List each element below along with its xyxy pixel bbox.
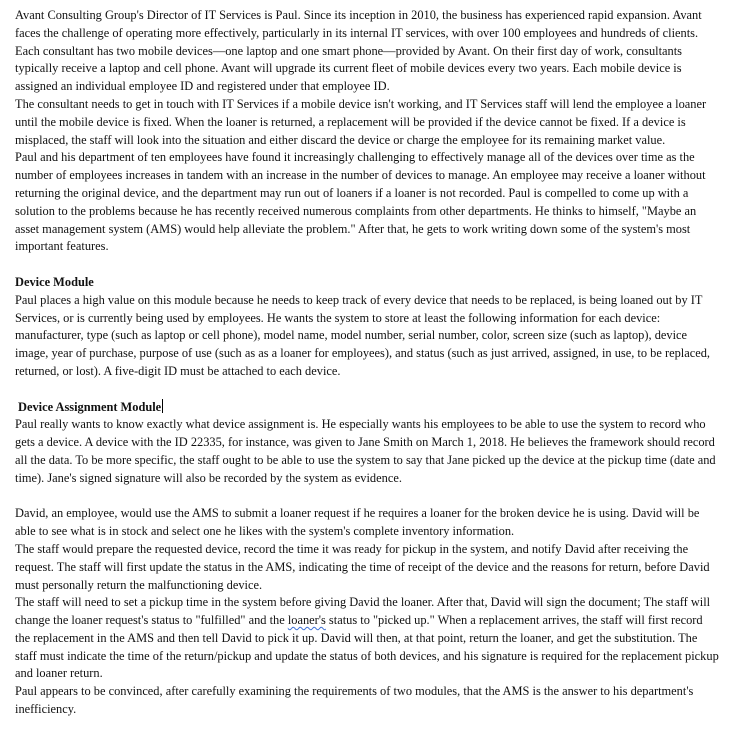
- intro-paragraph-2: Each consultant has two mobile devices—one laptop and one smart phone—provided by Avant. On their first day of work, consultants typically receive a laptop and cell phone. Avant will upgrade its current fleet of mobile devices every two years. Each mobile device is assigned an individual employee ID and registered under that employee ID.: [15, 43, 682, 94]
- intro-paragraph-1: Avant Consulting Group's Director of IT Services is Paul. Since its inception in 2010, the business has experienced rapid expansion. Avant faces the challenge of operating more effectively, particularly in its internal IT services, with over 100 employees and hundreds of clients.: [15, 8, 702, 40]
- intro-paragraph-3: The consultant needs to get in touch with IT Services if a mobile device isn't working, and IT Services staff will lend the employee a loaner until the mobile device is fixed. When the loaner is returned, a replacement will be provided if the device cannot be fixed. If a device is misplaced, the staff will look into the situation and either discard the device or charge the employee for its remaining market value.: [15, 96, 707, 147]
- loaner-paragraph-1: David, an employee, would use the AMS to submit a loaner request if he requires a loaner for the broken device he is using. David will be able to see what is in stock and select one he likes with the system's complete inventory information.: [15, 506, 700, 539]
- blank-line: [15, 256, 720, 274]
- intro-paragraph-4: Paul and his department of ten employees have found it increasingly challenging to effectively manage all of the devices over time as the number of employees increases in tandem with an increase in the number of devices to manage. An employee may receive a loaner without returning the original device, and the department may run out of loaners if a loaner is not recorded. Paul is compelled to come up with a solution to the problems because he has recently received numerous complaints from other departments. He thinks to himself, "Maybe an asset management system (AMS) would help alleviate the problem." After that, he gets to work writing down some of the system's most important features.: [15, 150, 706, 254]
- blank-line: [15, 488, 720, 506]
- loaner-paragraph-3-end: status to "picked up." When a replacement arrives, the staff will first record the replacement in the AMS and then tell David to pick it up. David will then, at that point, return the loaner, and get the substitution. The staff must indicate the time of the return/pickup and update the status of both devices, and his signature is required for the replacement pickup and loaner return.: [15, 613, 719, 681]
- loaner-paragraph-3: [15, 594, 720, 683]
- loaner-paragraph-2: The staff would prepare the requested device, record the time it was ready for pickup in the system, and notify David after receiving the request. The staff will first update the status in the AMS, indicating the time of receipt of the device and the reasons for return, before David must personally return the malfunctioning device.: [15, 541, 710, 592]
- device-module-paragraph: Paul places a high value on this module because he needs to keep track of every device that needs to be replaced, is being loaned out by IT Services, or is currently being used by employees. He wants the system to store at least the following information for each device: manufacturer, type (such as laptop or cell phone), model name, model number, serial number, color, screen size (such as laptop), device image, year of purchase, purpose of use (such as as a loaner for employees), and status (such as just arrived, assigned, in use, to be replaced, returned, or lost). A five-digit ID must be attached to each device.: [15, 292, 711, 378]
- loaner-paragraph-3-start: The staff will need to set a pickup time in the system before giving David the loaner. After that, David will sign the document; The staff will change the loaner request's status to "fulfilled" and the: [15, 595, 711, 628]
- device-module-heading: Device Module: [15, 274, 94, 289]
- text-cursor: [162, 399, 163, 413]
- blank-line: [15, 381, 720, 399]
- device-assignment-heading: [15, 399, 720, 417]
- device-assignment-paragraph: Paul really wants to know exactly what device assignment is. He especially wants his employees to be able to use the system to record who gets a device. A device with the ID 22335, for instance, was given to Jane Smith on March 1, 2018. He believes the framework should record all the data. To be more specific, the staff ought to be able to use the system to say that Jane picked up the device at the pickup time (date and time). Jane's signed signature will also be recorded by the system as evidence.: [15, 417, 716, 485]
- conclusion-paragraph: Paul appears to be convinced, after carefully examining the requirements of two modules, that the AMS is the answer to his department's inefficiency.: [15, 684, 694, 717]
- spellcheck-flagged-word[interactable]: loaner's: [287, 613, 326, 628]
- document-page[interactable]: [15, 7, 720, 719]
- device-assignment-heading-text: Device Assignment Module: [18, 399, 162, 414]
